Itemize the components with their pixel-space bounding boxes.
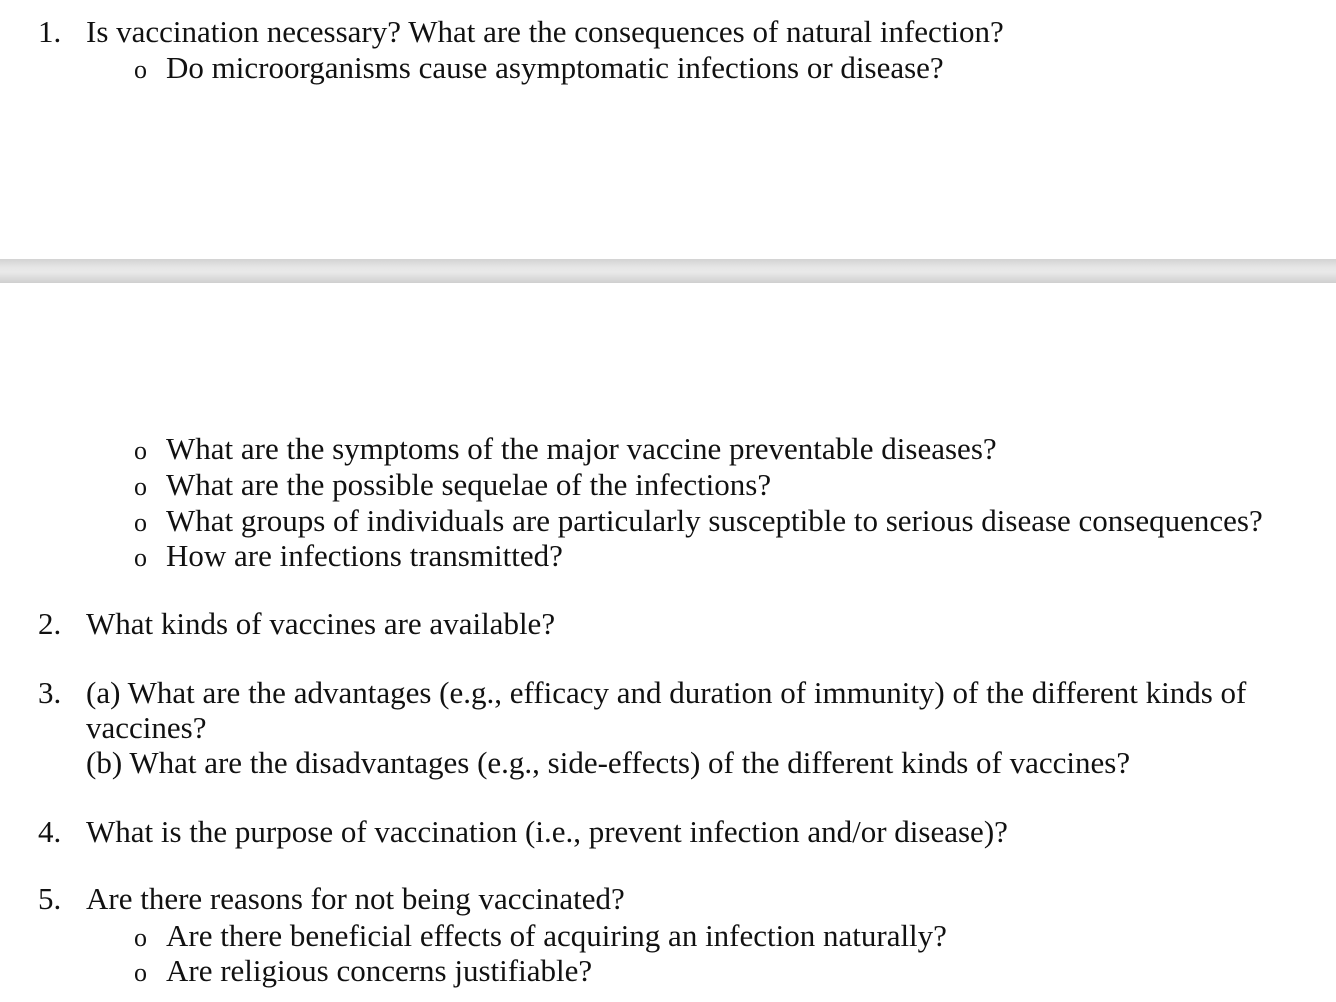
item-3-number: 3. bbox=[38, 675, 62, 710]
bullet-icon: o bbox=[134, 508, 147, 537]
bullet-icon: o bbox=[134, 923, 147, 952]
item-5-question: Are there reasons for not being vaccinated? bbox=[86, 881, 625, 916]
item-5-sub-2: Are religious concerns justifiable? bbox=[166, 953, 593, 988]
item-2-question: What kinds of vaccines are available? bbox=[86, 606, 556, 641]
item-1-sub-1: Do microorganisms cause asymptomatic infections or disease? bbox=[166, 50, 944, 85]
bullet-icon: o bbox=[134, 55, 147, 84]
bullet-icon: o bbox=[134, 958, 147, 987]
bullet-icon: o bbox=[134, 472, 147, 501]
item-1-sub-4: What groups of individuals are particularly susceptible to serious disease consequences? bbox=[166, 503, 1263, 538]
item-1-sub-5: How are infections transmitted? bbox=[166, 538, 563, 573]
page-break-divider bbox=[0, 259, 1336, 283]
item-1-number: 1. bbox=[38, 14, 62, 49]
item-4-question: What is the purpose of vaccination (i.e., prevent infection and/or disease)? bbox=[86, 814, 1008, 849]
item-3-question-a-line-2: vaccines? bbox=[86, 710, 207, 745]
item-2-number: 2. bbox=[38, 606, 62, 641]
item-3-question-a-line-1: (a) What are the advantages (e.g., efficacy and duration of immunity) of the different kinds of bbox=[86, 675, 1247, 710]
item-5-number: 5. bbox=[38, 881, 62, 916]
item-1-question: Is vaccination necessary? What are the consequences of natural infection? bbox=[86, 14, 1004, 49]
item-4-number: 4. bbox=[38, 814, 62, 849]
bullet-icon: o bbox=[134, 436, 147, 465]
bullet-icon: o bbox=[134, 543, 147, 572]
item-3-question-b: (b) What are the disadvantages (e.g., side-effects) of the different kinds of vaccines? bbox=[86, 745, 1131, 780]
item-1-sub-2: What are the symptoms of the major vaccine preventable diseases? bbox=[166, 431, 997, 466]
item-1-sub-3: What are the possible sequelae of the infections? bbox=[166, 467, 772, 502]
item-5-sub-1: Are there beneficial effects of acquiring an infection naturally? bbox=[166, 918, 947, 953]
